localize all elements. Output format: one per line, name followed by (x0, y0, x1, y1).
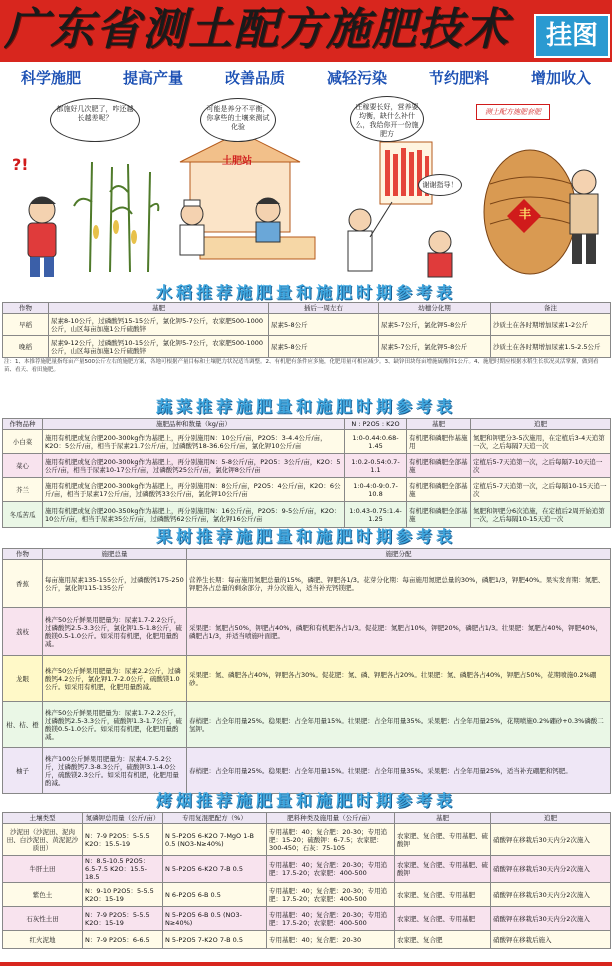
table-cell: 株产100公斤鲜果用肥量为：尿素4.7-5.2公斤，过磷酸钙7.3-8.3公斤，硫酸钾3.1-4.0公斤，硫酸镁2.3公斤。如采用有机肥，化肥用量酌减。 (43, 748, 187, 794)
table-header-cell: 基肥 (407, 419, 471, 430)
table-cell: 硝酸钾在移栽后30天内分2次施入 (491, 824, 611, 856)
table-cell: 有机肥和磷肥全部基施 (407, 478, 471, 502)
table-row (3, 336, 611, 358)
table-cell: 采果肥：氮肥占50%，钾肥占40%，磷肥和有机肥各占1/3。促花肥：氮肥占10%，钾肥20%，磷肥占1/3。壮果肥：氮肥占40%，钾肥40%，磷肥占1/3，并适当喷施叶面肥。 (187, 608, 611, 656)
slogan-item: 改善品质 (224, 69, 285, 87)
table-row (3, 560, 611, 608)
table-cell: 龙眼 (3, 656, 43, 702)
table-header-cell: 备注 (491, 303, 611, 314)
vegetable-table (2, 418, 611, 528)
expert-advice-scene (330, 92, 470, 282)
table-header-row (3, 419, 611, 430)
table-header-cell: 氮磷钾总用量（公斤/亩） (83, 813, 163, 824)
table-header-cell: 基肥 (395, 813, 491, 824)
table-cell: 柚子 (3, 748, 43, 794)
table-cell: N 5-P2O5 6-K2O 7-MgO 1-B 0.5 (NO3-N≥40%) (163, 824, 267, 856)
table-cell: 冬瓜苦瓜 (3, 502, 43, 528)
table-cell: 施用有机肥或复合肥200-300kg作为基肥上，再分别施用N：5-8公斤/亩，P2O5：3公斤/亩，K2O：5公斤/亩，相当于尿素10-17公斤/亩，过磷酸钙25公斤/亩，氯化钾8公斤/亩 (43, 454, 345, 478)
table-cell: 定植后5-7天追第一次，之后每隔7-10天追一次 (471, 454, 611, 478)
table-row (3, 824, 611, 856)
table-cell: N：7-9 P2O5：5-5.5 K2O：15-19 (83, 907, 163, 931)
table-row (3, 314, 611, 336)
rice-table (2, 302, 611, 358)
table-cell: 株产50公斤鲜果用肥量为：尿素1.7-2.2公斤，过磷酸钙2.5-3.3公斤，氯化钾1.5-1.8公斤，硫酸镁0.5-1.0公斤。如采用有机肥，化肥用量酌减。 (43, 608, 187, 656)
rice-section-title: 水稻推荐施肥量和施肥时期参考表 (155, 283, 456, 302)
table-cell: 每亩施用尿素135-155公斤，过磷酸钙175-250公斤，氯化钾115-135公斤 (43, 560, 187, 608)
fertilizer-sack-illustration (470, 92, 612, 282)
table-cell: 氮肥和钾肥分6次追施，在定植后2周开始追第一次，之后每隔10-15天追一次 (471, 502, 611, 528)
table-cell: 农家肥、复合肥、专用基肥、硫酸钾 (395, 824, 491, 856)
table-cell: 1:0.43-0.75:1.4-1.25 (345, 502, 407, 528)
table-cell: 营养生长期：每亩施用氮肥总量的15%，磷肥、钾肥各1/3。花芽分化期：每亩施用氮肥总量的30%，磷肥1/3，钾肥40%。果实发育期：氮肥、钾肥各占总量的剩余部分，并分次施入，适当补充钙镁肥。 (187, 560, 611, 608)
table-cell: 紫色土 (3, 883, 83, 907)
table-cell: 农家肥、复合肥、专用基肥 (395, 907, 491, 931)
footer-strip (0, 962, 612, 966)
table-cell: N：7-9 P2O5：5-5.5 K2O：15.5-19 (83, 824, 163, 856)
table-cell: 芥兰 (3, 478, 43, 502)
table-cell: 沙泥田（沙泥田、泥肉田、白沙泥田、黄泥泥沙质田） (3, 824, 83, 856)
table-header-row (3, 813, 611, 824)
table-row (3, 608, 611, 656)
table-header-cell: 插后一周左右 (269, 303, 379, 314)
table-cell: N 5-P2O5 7-K2O 7-B 0.5 (163, 931, 267, 949)
table-cell: 牛肝土田 (3, 856, 83, 883)
slogan-item: 减轻污染 (326, 69, 387, 87)
table-cell: 专用基肥：40；复合肥：20-30；专用追肥：17.5-20；农家肥：400-500 (267, 883, 395, 907)
table-cell: 早稻 (3, 314, 49, 336)
table-header-cell: 追肥 (471, 419, 611, 430)
slogan-item: 增加收入 (530, 69, 591, 87)
table-cell: 施用有机肥或复合肥200-350kg作为基肥上，再分别施用N：16公斤/亩，P2O5：9-5公斤/亩，K2O：10公斤/亩，相当于尿素35公斤/亩，过磷酸钙62公斤/亩，氯化钾16公斤/亩 (43, 502, 345, 528)
sack-mark: 丰 (518, 207, 531, 221)
table-row (3, 748, 611, 794)
table-header-cell: 幼穗分化期 (379, 303, 491, 314)
table-cell: 红火泥地 (3, 931, 83, 949)
station-sign: 土肥站 (222, 156, 252, 167)
table-header-cell: 专用复混肥配方（%） (163, 813, 267, 824)
table-header-cell: 施肥品种和数量（kg/亩） (43, 419, 345, 430)
vegetable-section-title: 蔬菜推荐施肥量和施肥时期参考表 (155, 397, 456, 416)
table-header-cell: 作物 (3, 303, 49, 314)
table-header-cell: 施肥总量 (43, 549, 187, 560)
table-cell: 株产50公斤鲜果用肥量为：尿素2.2公斤，过磷酸钙4.2公斤，氯化钾1.7-2.0公斤，硫酸镁1.0公斤。如采用有机肥，化肥用量酌减。 (43, 656, 187, 702)
table-row (3, 430, 611, 454)
table-cell: 施用有机肥或复合肥200-300kg作为基肥上，再分别施用N：8公斤/亩，P2O5：4公斤/亩，K2O：6公斤/亩，相当于尿素17公斤/亩，过磷酸钙33公斤/亩，氯化钾10公斤/亩 (43, 478, 345, 502)
table-cell: N：9-10 P2O5：5-5.5 K2O：15-19 (83, 883, 163, 907)
table-cell: 尿素8-10公斤，过磷酸钙15-15公斤，氯化钾5-7公斤，农家肥500-1000公斤，山区每亩加施1公斤硫酸锌 (49, 314, 269, 336)
table-row (3, 907, 611, 931)
table-cell: N 6-P2O5 6-B 0.5 (163, 883, 267, 907)
table-cell: 有机肥和磷肥作基施用 (407, 430, 471, 454)
table-cell: 施用有机肥或复合肥200-300kg作为基肥上，再分别施用N：10公斤/亩，P2O5：3-4.4公斤/亩，K2O：5公斤/亩，相当于尿素21.7公斤/亩，过磷酸钙18-36.6公斤/亩，氯化钾10公斤/亩 (43, 430, 345, 454)
table-row (3, 502, 611, 528)
tobacco-section-title: 烤烟推荐施肥量和施肥时期参考表 (155, 791, 456, 810)
table-header-cell: 肥料种类及施用量（公斤/亩） (267, 813, 395, 824)
tobacco-table (2, 812, 611, 949)
fruit-table (2, 548, 611, 794)
speech-bubble: 都施好几次肥了，咋还越长越差呢？ (50, 98, 140, 142)
table-cell: 香蕉 (3, 560, 43, 608)
table-cell: 株产50公斤鲜果用肥量为：尿素1.7-2.2公斤，过磷酸钙2.5-3.3公斤，硫酸钾1.3-1.7公斤，硫酸镁0.5-1.0公斤。如采用有机肥，化肥用量酌减。 (43, 702, 187, 748)
table-cell: 定植后5-7天追第一次，之后每隔10-15天追一次 (471, 478, 611, 502)
table-row (3, 931, 611, 949)
table-cell: 专用基肥：40；复合肥：20-30；专用追肥：15-20；硫酸钾：6-7.5；农家肥：300-450；石灰：75-105 (267, 824, 395, 856)
table-cell: 专用基肥：40；复合肥：20-30；专用追肥：17.5-20；农家肥：400-500 (267, 907, 395, 931)
table-cell: 专用基肥：40；复合肥：20-30 (267, 931, 395, 949)
table-row (3, 454, 611, 478)
table-cell: 硝酸钾在移栽后30天内分2次施入 (491, 856, 611, 883)
svg-text:?!: ?! (12, 155, 29, 174)
confused-farmer-scene (0, 92, 160, 282)
table-cell: 硝酸钾在移栽后30天内分2次施入 (491, 907, 611, 931)
table-cell: 尿素5-7公斤，氯化钾5-8公斤 (379, 336, 491, 358)
table-cell: 有机肥和磷肥全部基施 (407, 454, 471, 478)
fertilizer-sack-scene (470, 92, 612, 282)
table-row (3, 883, 611, 907)
table-row (3, 656, 611, 702)
slogan-item: 提高产量 (122, 69, 183, 87)
poster-badge: 挂图 (534, 14, 610, 58)
table-header-cell: 追肥 (491, 813, 611, 824)
table-header-cell: 土壤类型 (3, 813, 83, 824)
table-cell: 春梢肥：占全年用量25%。稳果肥：占全年用量15%。壮果肥：占全年用量35%。采果肥：占全年用量25%，适当补充硼肥和钙肥。 (187, 748, 611, 794)
table-cell: 沙质土在各时期增加尿素1-2公斤 (491, 314, 611, 336)
table-row (3, 856, 611, 883)
table-cell: 尿素5-8公斤 (269, 314, 379, 336)
slogan-bar (0, 66, 612, 90)
table-cell: 1:0-4:0-9:0.7-10.8 (345, 478, 407, 502)
table-cell: 晚稻 (3, 336, 49, 358)
table-cell: 小白菜 (3, 430, 43, 454)
speech-bubble: 庄稼要长好，营养要均衡，缺什么补什么，我给你开一份施肥方 (350, 96, 424, 142)
table-cell: 荔枝 (3, 608, 43, 656)
table-cell: 专用基肥：40；复合肥：20-30；专用追肥：17.5-20；农家肥：400-500 (267, 856, 395, 883)
table-cell: 农家肥、复合肥、专用基肥 (395, 883, 491, 907)
table-header-row (3, 303, 611, 314)
table-cell: 农家肥、复合肥、专用基肥、硫酸钾 (395, 856, 491, 883)
table-cell: 石灰性土田 (3, 907, 83, 931)
table-cell: 尿素9-12公斤，过磷酸钙10-15公斤，氯化钾5-7公斤，农家肥500-1000公斤，山区每亩加施1公斤硫酸锌 (49, 336, 269, 358)
table-cell: 柑、桔、橙 (3, 702, 43, 748)
table-cell: 尿素5-7公斤，氯化钾5-8公斤 (379, 314, 491, 336)
table-cell: 氮肥和钾肥分3-5次施用，在定植后3-4天追第一次，之后每隔7天追一次 (471, 430, 611, 454)
table-cell: 尿素5-8公斤 (269, 336, 379, 358)
table-header-cell: 作物品种 (3, 419, 43, 430)
fertilizer-sign: 测土配方施肥套肥 (476, 104, 550, 120)
table-cell: 1:0-0.44:0.68-1.45 (345, 430, 407, 454)
table-header-row (3, 549, 611, 560)
fruit-section-title: 果树推荐施肥量和施肥时期参考表 (155, 527, 456, 546)
table-cell: 采果肥：氮、磷肥各占40%，钾肥各占30%。促花肥：氮、磷、钾肥各占20%。壮果肥：氮、磷肥各占40%，钾肥占50%，花期喷施0.2%硼砂。 (187, 656, 611, 702)
page-title: 广东省测土配方施肥技术 (4, 4, 510, 55)
table-row (3, 478, 611, 502)
soil-station-scene (160, 92, 330, 282)
table-cell: 硝酸钾在移栽后施入 (491, 931, 611, 949)
table-header-cell: N : P2O5 : K2O (345, 419, 407, 430)
table-cell: 沙质土在各时期增加尿素1.5-2.5公斤 (491, 336, 611, 358)
table-header-cell: 作物 (3, 549, 43, 560)
table-cell: 硝酸钾在移栽后30天内分2次施入 (491, 883, 611, 907)
table-cell: N：8.5-10.5 P2O5：6.5-7.5 K2O：15.5-18.5 (83, 856, 163, 883)
table-cell: 1:0.2-0.54:0.7-1.1 (345, 454, 407, 478)
table-header-cell: 施肥分配 (187, 549, 611, 560)
header-banner (0, 0, 612, 62)
slogan-item: 科学施肥 (20, 69, 81, 87)
table-cell: 有机肥和磷肥全部基施 (407, 502, 471, 528)
slogan-item: 节约肥料 (428, 69, 489, 87)
table-cell: N 5-P2O5 6-K2O 7-B 0.5 (163, 856, 267, 883)
rice-notes: 注：1、本推荐施肥量指每亩产量500公斤左右的施肥方案，各地可根据产量目标和土壤肥力状况适当调整。2、有机肥有条件应多施，化肥用量可相应减少。3、缺锌田块每亩增施硫酸锌1公斤。4、施肥时期应根据水稻生长状况灵活掌握，做到看苗、看天、看田施肥。 (4, 359, 599, 373)
speech-bubble: 可能是养分不平衡，你拿些的土壤来测试化验 (200, 98, 276, 142)
table-cell: 菜心 (3, 454, 43, 478)
table-cell: 农家肥、复合肥 (395, 931, 491, 949)
table-row (3, 702, 611, 748)
speech-bubble: 谢谢指导！ (418, 174, 462, 196)
table-cell: N 5-P2O5 6-B 0.5 (NO3-N≥40%) (163, 907, 267, 931)
table-header-cell: 基肥 (49, 303, 269, 314)
cartoon-strip (0, 92, 612, 282)
table-cell: N：7-9 P2O5：6-6.5 (83, 931, 163, 949)
table-cell: 春梢肥：占全年用量25%。稳果肥：占全年用量15%。壮果肥：占全年用量35%。采果肥：占全年用量25%，花期喷施0.2%硼砂+0.3%磷酸二氢钾。 (187, 702, 611, 748)
